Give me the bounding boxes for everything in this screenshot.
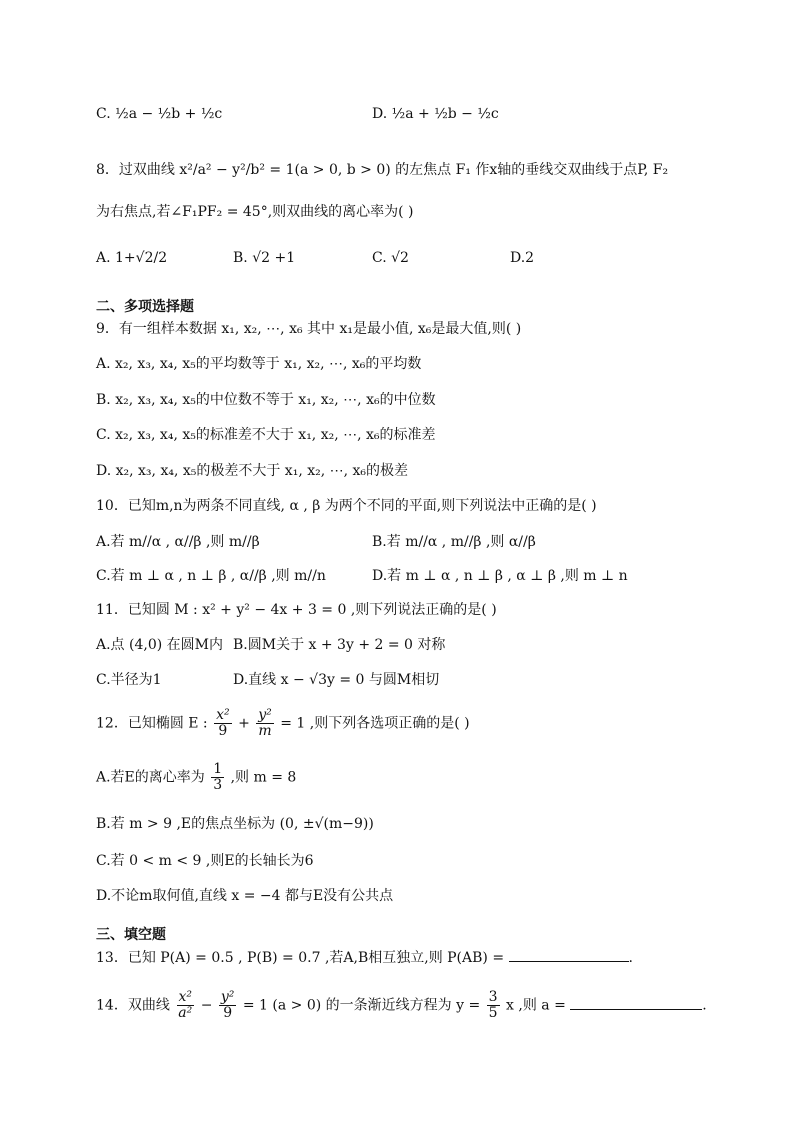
q7-option-d-expr: ½a + ½b − ½c bbox=[391, 106, 499, 122]
q9-option-c: C. x₂, x₃, x₄, x₅的标准差不大于 x₁, x₂, ⋯, x₆的标准差 bbox=[96, 427, 436, 443]
q14-fraction-y-numerator: y² bbox=[220, 989, 235, 1005]
q13-stem-text: 13．已知 P(A) = 0.5 , P(B) = 0.7 ,若A,B相互独立,则 P(AB) = bbox=[96, 950, 505, 966]
q14-fraction-x-denominator: a² bbox=[178, 1005, 193, 1021]
q7-option-d-label: D. bbox=[372, 106, 388, 122]
q12-option-b: B.若 m > 9 ,E的焦点坐标为 (0, ±√(m−9)) bbox=[96, 816, 374, 832]
q7-option-c-label: C. bbox=[96, 106, 111, 122]
q14-fraction-x bbox=[176, 990, 194, 1021]
q14-slope-numerator: 3 bbox=[488, 989, 498, 1005]
q12-option-a bbox=[96, 762, 296, 793]
q12-fraction-y-denominator: m bbox=[258, 723, 272, 739]
q12-fraction-x-numerator: x² bbox=[216, 707, 230, 723]
q12-stem-suffix: = 1 ,则下列各选项正确的是( ) bbox=[280, 715, 470, 732]
q9-option-b: B. x₂, x₃, x₄, x₅的中位数不等于 x₁, x₂, ⋯, x₆的中位数 bbox=[96, 392, 436, 408]
q8-option-b: B. √2 +1 bbox=[233, 250, 296, 266]
q12-fraction-y-numerator: y² bbox=[258, 707, 272, 723]
section-title-fill-in: 三、填空题 bbox=[96, 927, 166, 943]
q12-fraction-x-denominator: 9 bbox=[218, 723, 228, 739]
q11-option-a: A.点 (4,0) 在圆M内 bbox=[96, 637, 223, 653]
q10-option-c: C.若 m ⊥ α , n ⊥ β , α//β ,则 m//n bbox=[96, 568, 326, 584]
q12-plus: + bbox=[238, 715, 250, 732]
q12-fraction-y bbox=[256, 708, 274, 739]
q14-suffix: x ,则 a = bbox=[506, 997, 566, 1014]
q14-stem bbox=[96, 990, 707, 1021]
q8-option-d: D.2 bbox=[510, 250, 535, 266]
q12-option-a-suffix: ,则 m = 8 bbox=[230, 769, 297, 786]
q14-fraction-y-denominator: 9 bbox=[223, 1005, 233, 1021]
q12-stem-prefix: 12．已知椭圆 E : bbox=[96, 715, 208, 732]
q14-tail: . bbox=[702, 997, 707, 1014]
q13-tail: . bbox=[628, 950, 633, 966]
q14-mid: = 1 (a > 0) 的一条渐近线方程为 y = bbox=[242, 997, 481, 1014]
q13-stem bbox=[96, 947, 633, 968]
q14-answer-blank[interactable] bbox=[570, 995, 702, 1010]
q12-option-a-denominator: 3 bbox=[213, 777, 223, 793]
q10-option-b: B.若 m//α , m//β ,则 α//β bbox=[372, 534, 536, 550]
q9-option-d: D. x₂, x₃, x₄, x₅的极差不大于 x₁, x₂, ⋯, x₆的极差 bbox=[96, 463, 409, 479]
q8-option-c: C. √2 bbox=[372, 250, 409, 266]
q8-stem-line1: 8．过双曲线 x²/a² − y²/b² = 1(a > 0, b > 0) 的左焦点 F₁ 作x轴的垂线交双曲线于点P, F₂ bbox=[96, 162, 669, 178]
q7-option-d bbox=[372, 104, 499, 124]
q11-option-b: B.圆M关于 x + 3y + 2 = 0 对称 bbox=[233, 637, 446, 653]
q8-option-a: A. 1+√2/2 bbox=[96, 250, 168, 266]
q10-option-d: D.若 m ⊥ α , n ⊥ β , α ⊥ β ,则 m ⊥ n bbox=[372, 568, 628, 584]
q9-option-a: A. x₂, x₃, x₄, x₅的平均数等于 x₁, x₂, ⋯, x₆的平均数 bbox=[96, 356, 422, 372]
q9-stem: 9．有一组样本数据 x₁, x₂, ⋯, x₆ 其中 x₁是最小值, x₆是最大值,则( ) bbox=[96, 321, 522, 337]
q12-stem bbox=[96, 708, 470, 739]
q12-option-c: C.若 0 < m < 9 ,则E的长轴长为6 bbox=[96, 853, 314, 869]
q7-option-c-expr: ½a − ½b + ½c bbox=[115, 106, 223, 122]
q13-answer-blank[interactable] bbox=[509, 947, 629, 962]
q10-stem: 10．已知m,n为两条不同直线, α , β 为两个不同的平面,则下列说法中正确的是( ) bbox=[96, 498, 597, 514]
section-title-multiple-choice: 二、多项选择题 bbox=[96, 299, 194, 315]
q12-fraction-x bbox=[214, 708, 232, 739]
q12-option-a-fraction bbox=[211, 762, 224, 793]
q11-option-c: C.半径为1 bbox=[96, 672, 162, 688]
q12-option-a-numerator: 1 bbox=[213, 761, 223, 777]
q14-slope-denominator: 5 bbox=[488, 1005, 498, 1021]
q12-option-d: D.不论m取何值,直线 x = −4 都与E没有公共点 bbox=[96, 888, 394, 904]
q14-fraction-y bbox=[219, 990, 237, 1021]
q14-fraction-x-numerator: x² bbox=[178, 989, 193, 1005]
q14-minus: − bbox=[200, 997, 213, 1014]
q11-option-d: D.直线 x − √3y = 0 与圆M相切 bbox=[233, 672, 440, 688]
q14-fraction-slope bbox=[487, 990, 500, 1021]
q7-option-c bbox=[96, 104, 222, 124]
q12-option-a-prefix: A.若E的离心率为 bbox=[96, 769, 205, 786]
q11-stem: 11．已知圆 M : x² + y² − 4x + 3 = 0 ,则下列说法正确的是( ) bbox=[96, 602, 497, 618]
q8-stem-line2: 为右焦点,若∠F₁PF₂ = 45°,则双曲线的离心率为( ) bbox=[96, 204, 414, 220]
q14-stem-prefix: 14．双曲线 bbox=[96, 997, 170, 1014]
q10-option-a: A.若 m//α , α//β ,则 m//β bbox=[96, 534, 260, 550]
